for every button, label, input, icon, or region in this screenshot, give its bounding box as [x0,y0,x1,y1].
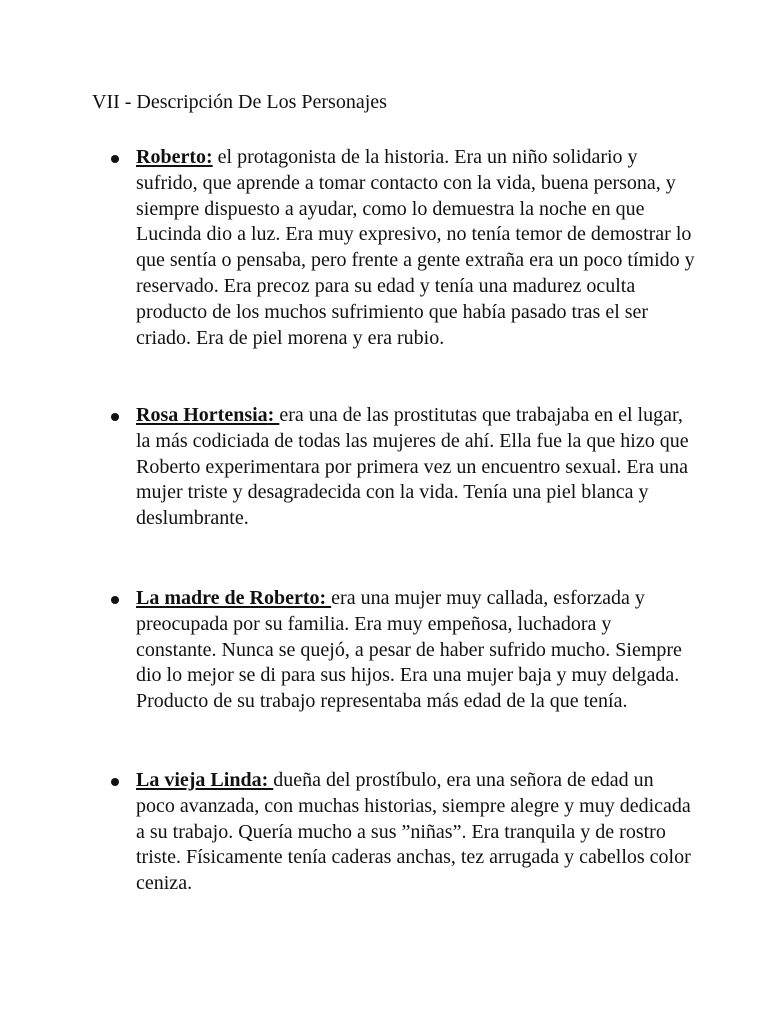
bullet-icon [111,778,119,786]
list-item-text [136,768,696,897]
character-description: el protagonista de la historia. Era un niño solidario y sufrido, que aprende a tomar contacto con la vida, buena persona, y siempre dispuesto a ayudar, como lo demuestra la noche en que Lucinda dio a luz. Era muy expresivo, no tenía temor de demostrar lo que sentía o pensaba, pero frente a gente extraña era un poco tímido y reservado. Era precoz para su edad y tenía una madurez oculta producto de los muchos sufrimiento que había pasado tras el ser criado. Era de piel morena y era rubio. [136,146,695,349]
section-title: VII - Descripción De Los Personajes [92,91,387,113]
list-item-text [136,586,696,715]
character-description: era una de las prostitutas que trabajaba en el lugar, la más codiciada de todas las mujeres de ahí. Ella fue la que hizo que Roberto experimentara por primera vez un encuentro sexual. Era una mujer triste y desagradecida con la vida. Tenía una piel blanca y deslumbrante. [136,404,689,530]
term-separator: : [267,404,280,426]
character-name: La madre de Roberto [136,587,320,609]
character-name: Roberto [136,146,206,168]
bullet-icon [111,155,119,163]
term-separator: : [319,587,332,609]
list-item-text [136,403,696,532]
term-separator: : [205,146,213,168]
bullet-icon [111,413,119,421]
bullet-icon [111,596,119,604]
list-item-text [136,145,696,351]
character-name: La vieja Linda [136,769,262,791]
character-description: dueña del prostíbulo, era una señora de edad un poco avanzada, con muchas historias, siempre alegre y muy dedicada a su trabajo. Quería mucho a sus ”niñas”. Era tranquila y de rostro triste. Físicamente tenía caderas anchas, tez arrugada y cabellos color ceniza. [136,769,691,895]
character-description: era una mujer muy callada, esforzada y preocupada por su familia. Era muy empeñosa, luchadora y constante. Nunca se quejó, a pesar de haber sufrido mucho. Siempre dio lo mejor se di para sus hijos. Era una mujer baja y muy delgada. Producto de su trabajo representaba más edad de la que tenía. [136,587,682,713]
term-separator: : [261,769,274,791]
character-name: Rosa Hortensia [136,404,268,426]
